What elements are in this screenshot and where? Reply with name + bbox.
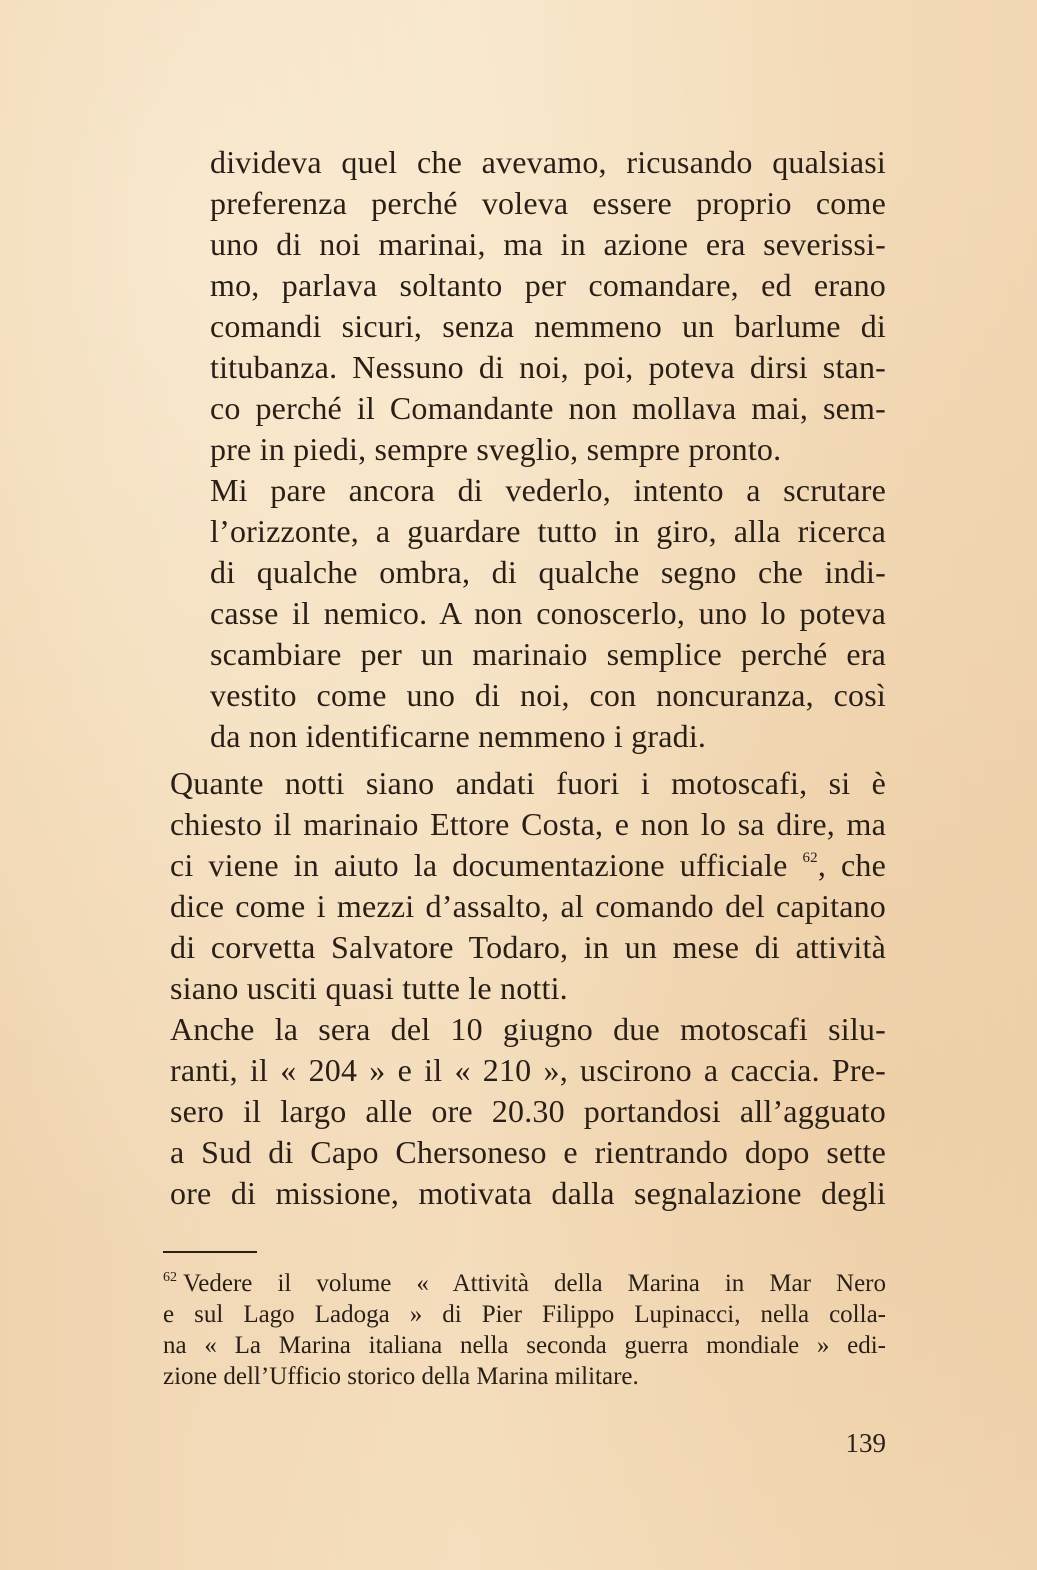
- page-number: 139: [845, 1428, 886, 1458]
- text-line: comandi sicuri, senza nemmeno un barlume di: [210, 308, 886, 344]
- text-line: dice come i mezzi d’assalto, al comando del capitano: [170, 888, 886, 924]
- text-line: l’orizzonte, a guardare tutto in giro, alla ricerca: [210, 513, 886, 549]
- footnote-line: zione dell’Ufficio storico della Marina militare.: [163, 1363, 639, 1390]
- text-line: sero il largo alle ore 20.30 portandosi all’agguato: [170, 1093, 886, 1129]
- text-line: ore di missione, motivata dalla segnalazione degli: [170, 1175, 886, 1211]
- text-line: siano usciti quasi tutte le notti.: [170, 970, 568, 1006]
- footnote-separator: [163, 1251, 257, 1253]
- footnote-line: na « La Marina italiana nella seconda guerra mondiale » edi-: [163, 1332, 886, 1359]
- text-line: di corvetta Salvatore Todaro, in un mese di attività: [170, 929, 886, 965]
- body-text: [170, 142, 886, 1214]
- text-line: divideva quel che avevamo, ricusando qualsiasi: [210, 144, 886, 180]
- text-line: ranti, il « 204 » e il « 210 », uscirono a caccia. Pre-: [170, 1052, 886, 1088]
- text-line: uno di noi marinai, ma in azione era severissi-: [210, 226, 886, 262]
- paragraph: [170, 763, 886, 1009]
- footnote-text: Vedere il volume « Attività della Marina in Mar Nero: [183, 1270, 886, 1297]
- text-segment: , che: [817, 847, 887, 883]
- text-line: pre in piedi, sempre sveglio, sempre pronto.: [210, 431, 782, 467]
- text-line: da non identificarne nemmeno i gradi.: [210, 718, 707, 754]
- text-line: scambiare per un marinaio semplice perché era: [210, 636, 886, 672]
- text-line-with-footnote-ref: [170, 845, 886, 886]
- footnote-reference: 62: [802, 850, 818, 866]
- text-line: co perché il Comandante non mollava mai, sem-: [210, 390, 886, 426]
- text-line: mo, parlava soltanto per comandare, ed erano: [210, 267, 886, 303]
- text-segment: ci viene in aiuto la documentazione ufficiale: [170, 847, 788, 883]
- footnote-number: 62: [163, 1270, 177, 1285]
- text-line: chiesto il marinaio Ettore Costa, e non lo sa dire, ma: [170, 806, 886, 842]
- text-line: vestito come uno di noi, con noncuranza, così: [210, 677, 886, 713]
- text-line: a Sud di Capo Chersoneso e rientrando dopo sette: [170, 1134, 886, 1170]
- quoted-paragraph: [170, 142, 886, 757]
- text-line: Quante notti siano andati fuori i motoscafi, si è: [170, 765, 886, 801]
- text-line: Mi pare ancora di vederlo, intento a scrutare: [210, 472, 886, 508]
- footnote-line: [163, 1268, 886, 1299]
- footnote: [163, 1268, 886, 1392]
- text-line: casse il nemico. A non conoscerlo, uno lo poteva: [210, 595, 886, 631]
- text-line: titubanza. Nessuno di noi, poi, poteva dirsi stan-: [210, 349, 886, 385]
- text-line: Anche la sera del 10 giugno due motoscafi silu-: [170, 1011, 886, 1047]
- paragraph: [170, 1009, 886, 1214]
- text-line: di qualche ombra, di qualche segno che indi-: [210, 554, 886, 590]
- text-line: preferenza perché voleva essere proprio come: [210, 185, 886, 221]
- footnote-line: e sul Lago Ladoga » di Pier Filippo Lupinacci, nella colla-: [163, 1301, 886, 1328]
